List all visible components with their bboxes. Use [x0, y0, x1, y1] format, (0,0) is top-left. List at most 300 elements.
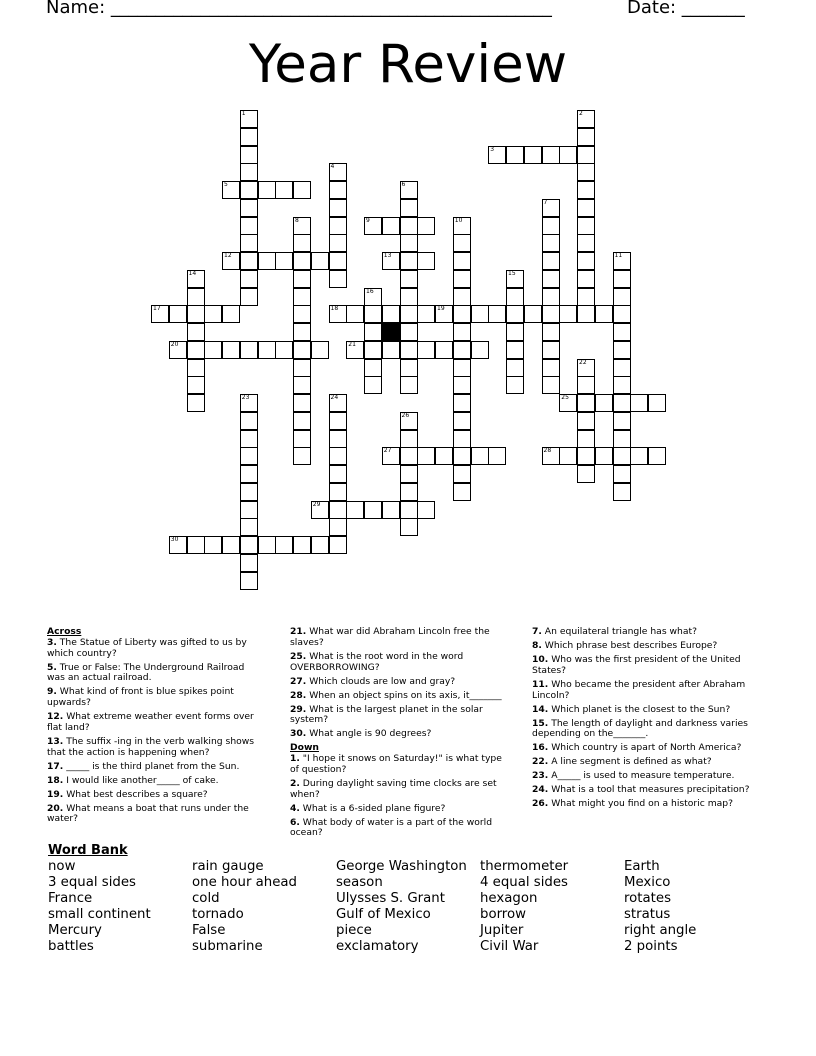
grid-cell[interactable] — [240, 146, 258, 164]
grid-cell[interactable] — [169, 536, 187, 554]
clue-item — [532, 771, 764, 782]
clue-item-text: I would like another_____ of cake. — [63, 774, 219, 786]
word-bank-word: exclamatory — [336, 939, 419, 955]
grid-cell[interactable] — [577, 412, 595, 430]
grid-cell[interactable] — [329, 252, 347, 270]
grid-cell[interactable] — [240, 501, 258, 519]
grid-cell[interactable] — [630, 394, 648, 412]
grid-cell[interactable] — [453, 288, 471, 306]
grid-cell[interactable] — [400, 501, 418, 519]
grid-cell[interactable] — [187, 270, 205, 288]
clue-number: 23 — [241, 394, 250, 401]
grid-cell[interactable] — [453, 270, 471, 288]
grid-cell[interactable] — [240, 163, 258, 181]
grid-cell[interactable] — [364, 359, 382, 377]
clue-number: 20 — [170, 340, 179, 348]
grid-cell[interactable] — [240, 447, 258, 465]
grid-cell[interactable] — [169, 341, 187, 359]
grid-cell[interactable] — [293, 536, 311, 554]
grid-cell[interactable] — [293, 359, 311, 377]
grid-cell[interactable] — [577, 181, 595, 199]
clue-item-text: A line segment is defined as what? — [548, 756, 712, 768]
grid-cell[interactable] — [400, 181, 418, 199]
grid-cell[interactable] — [329, 181, 347, 199]
grid-cell[interactable] — [293, 217, 311, 235]
clue-item — [290, 779, 512, 801]
clue-item — [532, 743, 764, 754]
grid-cell[interactable] — [577, 270, 595, 288]
grid-cell[interactable] — [577, 234, 595, 252]
grid-cell[interactable] — [559, 305, 577, 323]
grid-cell[interactable] — [275, 536, 293, 554]
grid-cell[interactable] — [577, 128, 595, 146]
clue-number: 4 — [330, 163, 335, 171]
grid-cell[interactable] — [453, 430, 471, 448]
grid-cell[interactable] — [524, 146, 542, 164]
clue-item-text: "I hope it snows on Saturday!" is what type of question? — [290, 753, 502, 775]
grid-cell[interactable] — [648, 394, 666, 412]
word-bank-word: right angle — [624, 923, 697, 939]
grid-cell[interactable] — [400, 483, 418, 501]
grid-cell[interactable] — [329, 447, 347, 465]
clue-item — [532, 799, 764, 810]
grid-cell[interactable] — [204, 341, 222, 359]
grid-cell[interactable] — [329, 163, 347, 181]
clue-item-text: Which country is apart of North America? — [548, 742, 742, 754]
grid-cell[interactable] — [542, 288, 560, 306]
grid-cell[interactable] — [435, 341, 453, 359]
grid-cell[interactable] — [400, 376, 418, 394]
grid-cell[interactable] — [435, 447, 453, 465]
grid-cell[interactable] — [329, 430, 347, 448]
grid-cell[interactable] — [613, 341, 631, 359]
clue-item-number: 20. — [47, 802, 64, 814]
grid-cell[interactable] — [577, 199, 595, 217]
grid-cell[interactable] — [275, 341, 293, 359]
date-field-label[interactable]: Date: _______ — [627, 0, 745, 18]
grid-cell[interactable] — [382, 252, 400, 270]
grid-cell[interactable] — [240, 341, 258, 359]
grid-cell[interactable] — [240, 270, 258, 288]
grid-cell[interactable] — [595, 394, 613, 412]
grid-cell[interactable] — [258, 341, 276, 359]
clue-item-number: 30. — [290, 728, 307, 740]
grid-cell[interactable] — [329, 270, 347, 288]
grid-cell[interactable] — [613, 252, 631, 270]
grid-cell[interactable] — [613, 430, 631, 448]
grid-cell[interactable] — [364, 323, 382, 341]
grid-cell[interactable] — [400, 465, 418, 483]
grid-cell[interactable] — [506, 270, 524, 288]
grid-cell[interactable] — [293, 305, 311, 323]
word-bank-word: 3 equal sides — [48, 875, 136, 891]
grid-cell[interactable] — [329, 483, 347, 501]
page-title: Year Review — [248, 34, 568, 95]
grid-cell[interactable] — [613, 359, 631, 377]
grid-cell[interactable] — [382, 447, 400, 465]
grid-cell[interactable] — [400, 341, 418, 359]
grid-cell[interactable] — [453, 465, 471, 483]
grid-cell[interactable] — [417, 447, 435, 465]
clue-item-number: 13. — [47, 735, 64, 747]
grid-cell[interactable] — [453, 376, 471, 394]
grid-cell[interactable] — [151, 305, 169, 323]
grid-cell[interactable] — [595, 305, 613, 323]
clue-item-text: What best describes a square? — [63, 788, 208, 800]
word-bank-column — [336, 859, 467, 956]
grid-cell[interactable] — [542, 234, 560, 252]
clue-item — [290, 691, 512, 702]
clue-number: 14 — [188, 269, 197, 277]
grid-cell[interactable] — [187, 376, 205, 394]
grid-cell[interactable] — [258, 181, 276, 199]
grid-cell[interactable] — [542, 341, 560, 359]
grid-cell[interactable] — [542, 252, 560, 270]
grid-cell[interactable] — [400, 359, 418, 377]
grid-cell[interactable] — [613, 305, 631, 323]
grid-cell[interactable] — [613, 412, 631, 430]
grid-cell[interactable] — [577, 288, 595, 306]
word-bank-word: France — [48, 891, 93, 907]
grid-cell[interactable] — [453, 483, 471, 501]
grid-cell[interactable] — [542, 305, 560, 323]
clue-item-text: When an object spins on its axis, it_______ — [306, 689, 502, 701]
grid-cell[interactable] — [559, 146, 577, 164]
grid-cell[interactable] — [329, 501, 347, 519]
grid-cell[interactable] — [577, 110, 595, 128]
grid-cell[interactable] — [293, 323, 311, 341]
grid-cell[interactable] — [329, 536, 347, 554]
clue-number: 26 — [401, 411, 410, 419]
grid-cell[interactable] — [187, 359, 205, 377]
clue-number: 2 — [579, 110, 583, 117]
grid-cell[interactable] — [577, 447, 595, 465]
grid-cell[interactable] — [400, 199, 418, 217]
clue-number: 3 — [490, 145, 495, 153]
grid-cell[interactable] — [613, 270, 631, 288]
clue-number: 16 — [366, 287, 374, 295]
grid-cell[interactable] — [577, 163, 595, 181]
word-bank-column — [624, 859, 696, 956]
grid-cell[interactable] — [506, 146, 524, 164]
grid-cell[interactable] — [329, 217, 347, 235]
grid-cell[interactable] — [577, 376, 595, 394]
grid-cell[interactable] — [506, 359, 524, 377]
clue-number: 28 — [543, 447, 552, 455]
grid-cell[interactable] — [488, 447, 506, 465]
grid-cell[interactable] — [400, 217, 418, 235]
grid-cell[interactable] — [453, 412, 471, 430]
clue-item-number: 3. — [47, 636, 57, 648]
word-bank-word: hexagon — [480, 891, 538, 907]
grid-cell[interactable] — [400, 447, 418, 465]
grid-cell[interactable] — [400, 518, 418, 536]
clue-number: 6 — [401, 181, 406, 188]
grid-cell[interactable] — [577, 305, 595, 323]
clue-item-number: 25. — [290, 650, 307, 662]
grid-cell[interactable] — [293, 412, 311, 430]
grid-cell[interactable] — [222, 252, 240, 270]
grid-cell[interactable] — [240, 465, 258, 483]
grid-cell[interactable] — [613, 376, 631, 394]
grid-cell[interactable] — [346, 501, 364, 519]
grid-cell[interactable] — [240, 394, 258, 412]
grid-cell[interactable] — [311, 501, 329, 519]
word-bank-column — [192, 859, 297, 956]
clue-number: 5 — [224, 181, 228, 188]
grid-cell[interactable] — [382, 341, 400, 359]
clue-item-text: What extreme weather event forms over flat land? — [47, 711, 254, 733]
grid-cell[interactable] — [329, 518, 347, 536]
grid-cell[interactable] — [577, 430, 595, 448]
grid-cell[interactable] — [542, 359, 560, 377]
grid-cell[interactable] — [400, 270, 418, 288]
grid-cell[interactable] — [471, 305, 489, 323]
clues-column-1 — [47, 627, 263, 828]
grid-cell[interactable] — [240, 554, 258, 572]
grid-cell[interactable] — [577, 252, 595, 270]
grid-cell[interactable] — [187, 305, 205, 323]
grid-cell[interactable] — [293, 234, 311, 252]
word-bank-word: borrow — [480, 907, 526, 923]
grid-cell[interactable] — [364, 305, 382, 323]
grid-cell[interactable] — [453, 359, 471, 377]
grid-cell[interactable] — [542, 270, 560, 288]
grid-cell[interactable] — [417, 305, 435, 323]
grid-cell[interactable] — [240, 412, 258, 430]
grid-cell[interactable] — [400, 412, 418, 430]
grid-cell[interactable] — [293, 252, 311, 270]
grid-cell[interactable] — [187, 323, 205, 341]
grid-cell[interactable] — [400, 430, 418, 448]
grid-cell[interactable] — [240, 199, 258, 217]
grid-cell[interactable] — [240, 181, 258, 199]
clue-item-text: A_____ is used to measure temperature. — [548, 770, 735, 782]
clue-item-text: What is the root word in the word OVERBORROWING? — [290, 650, 464, 673]
clue-item-number: 23. — [532, 770, 549, 782]
grid-cell[interactable] — [595, 447, 613, 465]
grid-cell[interactable] — [293, 376, 311, 394]
grid-cell[interactable] — [311, 252, 329, 270]
grid-cell[interactable] — [222, 305, 240, 323]
word-bank-word: 4 equal sides — [480, 875, 568, 891]
grid-cell[interactable] — [169, 305, 187, 323]
word-bank-word: piece — [336, 923, 372, 939]
grid-cell[interactable] — [311, 536, 329, 554]
clue-item-text: Who was the first president of the United States? — [532, 653, 741, 676]
grid-cell[interactable] — [400, 305, 418, 323]
grid-cell[interactable] — [364, 376, 382, 394]
clue-item — [47, 790, 263, 801]
grid-cell[interactable] — [417, 252, 435, 270]
clue-item-text: The suffix -ing in the verb walking shows that the action is happening when? — [47, 735, 255, 758]
grid-cell[interactable] — [577, 394, 595, 412]
grid-cell[interactable] — [488, 305, 506, 323]
grid-cell[interactable] — [222, 181, 240, 199]
grid-cell[interactable] — [240, 217, 258, 235]
word-bank-word: tornado — [192, 907, 244, 923]
grid-cell[interactable] — [453, 305, 471, 323]
grid-cell[interactable] — [329, 199, 347, 217]
grid-cell[interactable] — [542, 376, 560, 394]
grid-cell[interactable] — [346, 305, 364, 323]
grid-cell[interactable] — [471, 447, 489, 465]
grid-cell[interactable] — [240, 128, 258, 146]
grid-cell[interactable] — [613, 323, 631, 341]
grid-cell[interactable] — [293, 288, 311, 306]
grid-cell[interactable] — [506, 376, 524, 394]
grid-cell[interactable] — [453, 323, 471, 341]
word-bank-word: False — [192, 923, 226, 939]
grid-cell[interactable] — [222, 536, 240, 554]
grid-cell[interactable] — [613, 465, 631, 483]
grid-cell[interactable] — [613, 483, 631, 501]
grid-cell[interactable] — [400, 323, 418, 341]
grid-cell[interactable] — [346, 341, 364, 359]
name-field-label[interactable]: Name: _________________________________________________ — [46, 0, 552, 18]
grid-cell[interactable] — [329, 305, 347, 323]
grid-cell[interactable] — [613, 288, 631, 306]
clue-item-number: 16. — [532, 742, 549, 754]
clue-item-number: 29. — [290, 703, 307, 715]
grid-cell[interactable] — [577, 465, 595, 483]
grid-cell[interactable] — [222, 341, 240, 359]
grid-cell[interactable] — [187, 341, 205, 359]
grid-cell[interactable] — [506, 288, 524, 306]
grid-cell[interactable] — [258, 536, 276, 554]
grid-cell[interactable] — [400, 288, 418, 306]
clue-number: 9 — [366, 216, 370, 224]
grid-cell[interactable] — [542, 323, 560, 341]
clue-item — [290, 754, 512, 776]
black-cell — [382, 323, 400, 341]
clue-item — [532, 627, 764, 638]
grid-cell[interactable] — [577, 359, 595, 377]
clue-item — [532, 757, 764, 768]
grid-cell[interactable] — [613, 447, 631, 465]
grid-cell[interactable] — [417, 341, 435, 359]
grid-cell[interactable] — [382, 217, 400, 235]
word-bank-word: Earth — [624, 859, 660, 874]
grid-cell[interactable] — [506, 305, 524, 323]
grid-cell[interactable] — [258, 252, 276, 270]
grid-cell[interactable] — [240, 536, 258, 554]
grid-cell[interactable] — [435, 305, 453, 323]
grid-cell[interactable] — [559, 447, 577, 465]
clue-item-number: 27. — [290, 675, 307, 687]
grid-cell[interactable] — [204, 305, 222, 323]
grid-cell[interactable] — [453, 447, 471, 465]
grid-cell[interactable] — [577, 146, 595, 164]
grid-cell[interactable] — [240, 483, 258, 501]
grid-cell[interactable] — [275, 181, 293, 199]
grid-cell[interactable] — [453, 341, 471, 359]
grid-cell[interactable] — [417, 501, 435, 519]
grid-cell[interactable] — [293, 447, 311, 465]
grid-cell[interactable] — [382, 305, 400, 323]
grid-cell[interactable] — [187, 536, 205, 554]
clue-item-number: 6. — [290, 816, 300, 828]
grid-cell[interactable] — [453, 234, 471, 252]
grid-cell[interactable] — [187, 288, 205, 306]
grid-cell[interactable] — [630, 447, 648, 465]
clue-number: 8 — [295, 216, 299, 224]
word-bank-word: Mexico — [624, 875, 671, 891]
grid-cell[interactable] — [382, 501, 400, 519]
grid-cell[interactable] — [311, 341, 329, 359]
grid-cell[interactable] — [240, 110, 258, 128]
grid-cell[interactable] — [577, 217, 595, 235]
grid-cell[interactable] — [187, 394, 205, 412]
grid-cell[interactable] — [293, 341, 311, 359]
grid-cell[interactable] — [329, 394, 347, 412]
grid-cell[interactable] — [364, 288, 382, 306]
grid-cell[interactable] — [400, 234, 418, 252]
grid-cell[interactable] — [453, 252, 471, 270]
clue-item-number: 28. — [290, 689, 307, 701]
grid-cell[interactable] — [542, 217, 560, 235]
grid-cell[interactable] — [417, 217, 435, 235]
clue-item-number: 21. — [290, 626, 307, 637]
word-bank-word: small continent — [48, 907, 151, 923]
grid-cell[interactable] — [364, 217, 382, 235]
grid-cell[interactable] — [275, 252, 293, 270]
clue-item — [47, 712, 263, 734]
grid-cell[interactable] — [240, 572, 258, 590]
clue-item-number: 11. — [532, 678, 549, 690]
grid-cell[interactable] — [471, 341, 489, 359]
grid-cell[interactable] — [648, 447, 666, 465]
clue-number: 30 — [170, 536, 179, 543]
clue-item-number: 14. — [532, 703, 549, 715]
clue-item — [47, 776, 263, 787]
clue-item-text: The Statue of Liberty was gifted to us by which country? — [47, 636, 247, 659]
grid-cell[interactable] — [400, 252, 418, 270]
down-heading: Down — [290, 742, 319, 754]
clue-number: 21 — [348, 340, 356, 348]
grid-cell[interactable] — [542, 146, 560, 164]
grid-cell[interactable] — [364, 341, 382, 359]
grid-cell[interactable] — [559, 394, 577, 412]
grid-cell[interactable] — [240, 288, 258, 306]
grid-cell[interactable] — [488, 146, 506, 164]
grid-cell[interactable] — [293, 270, 311, 288]
grid-cell[interactable] — [453, 394, 471, 412]
grid-cell[interactable] — [329, 234, 347, 252]
clue-item-number: 1. — [290, 753, 300, 765]
grid-cell[interactable] — [506, 323, 524, 341]
grid-cell[interactable] — [293, 430, 311, 448]
grid-cell[interactable] — [453, 217, 471, 235]
grid-cell[interactable] — [329, 412, 347, 430]
clue-item — [532, 641, 764, 652]
grid-cell[interactable] — [613, 394, 631, 412]
grid-cell[interactable] — [524, 305, 542, 323]
grid-cell[interactable] — [240, 518, 258, 536]
grid-cell[interactable] — [542, 447, 560, 465]
grid-cell[interactable] — [204, 536, 222, 554]
grid-cell[interactable] — [240, 430, 258, 448]
grid-cell[interactable] — [329, 465, 347, 483]
grid-cell[interactable] — [240, 234, 258, 252]
grid-cell[interactable] — [293, 181, 311, 199]
grid-cell[interactable] — [364, 501, 382, 519]
grid-cell[interactable] — [542, 199, 560, 217]
grid-cell[interactable] — [293, 394, 311, 412]
grid-cell[interactable] — [506, 341, 524, 359]
clue-item-text: What angle is 90 degrees? — [306, 728, 432, 740]
grid-cell[interactable] — [240, 252, 258, 270]
